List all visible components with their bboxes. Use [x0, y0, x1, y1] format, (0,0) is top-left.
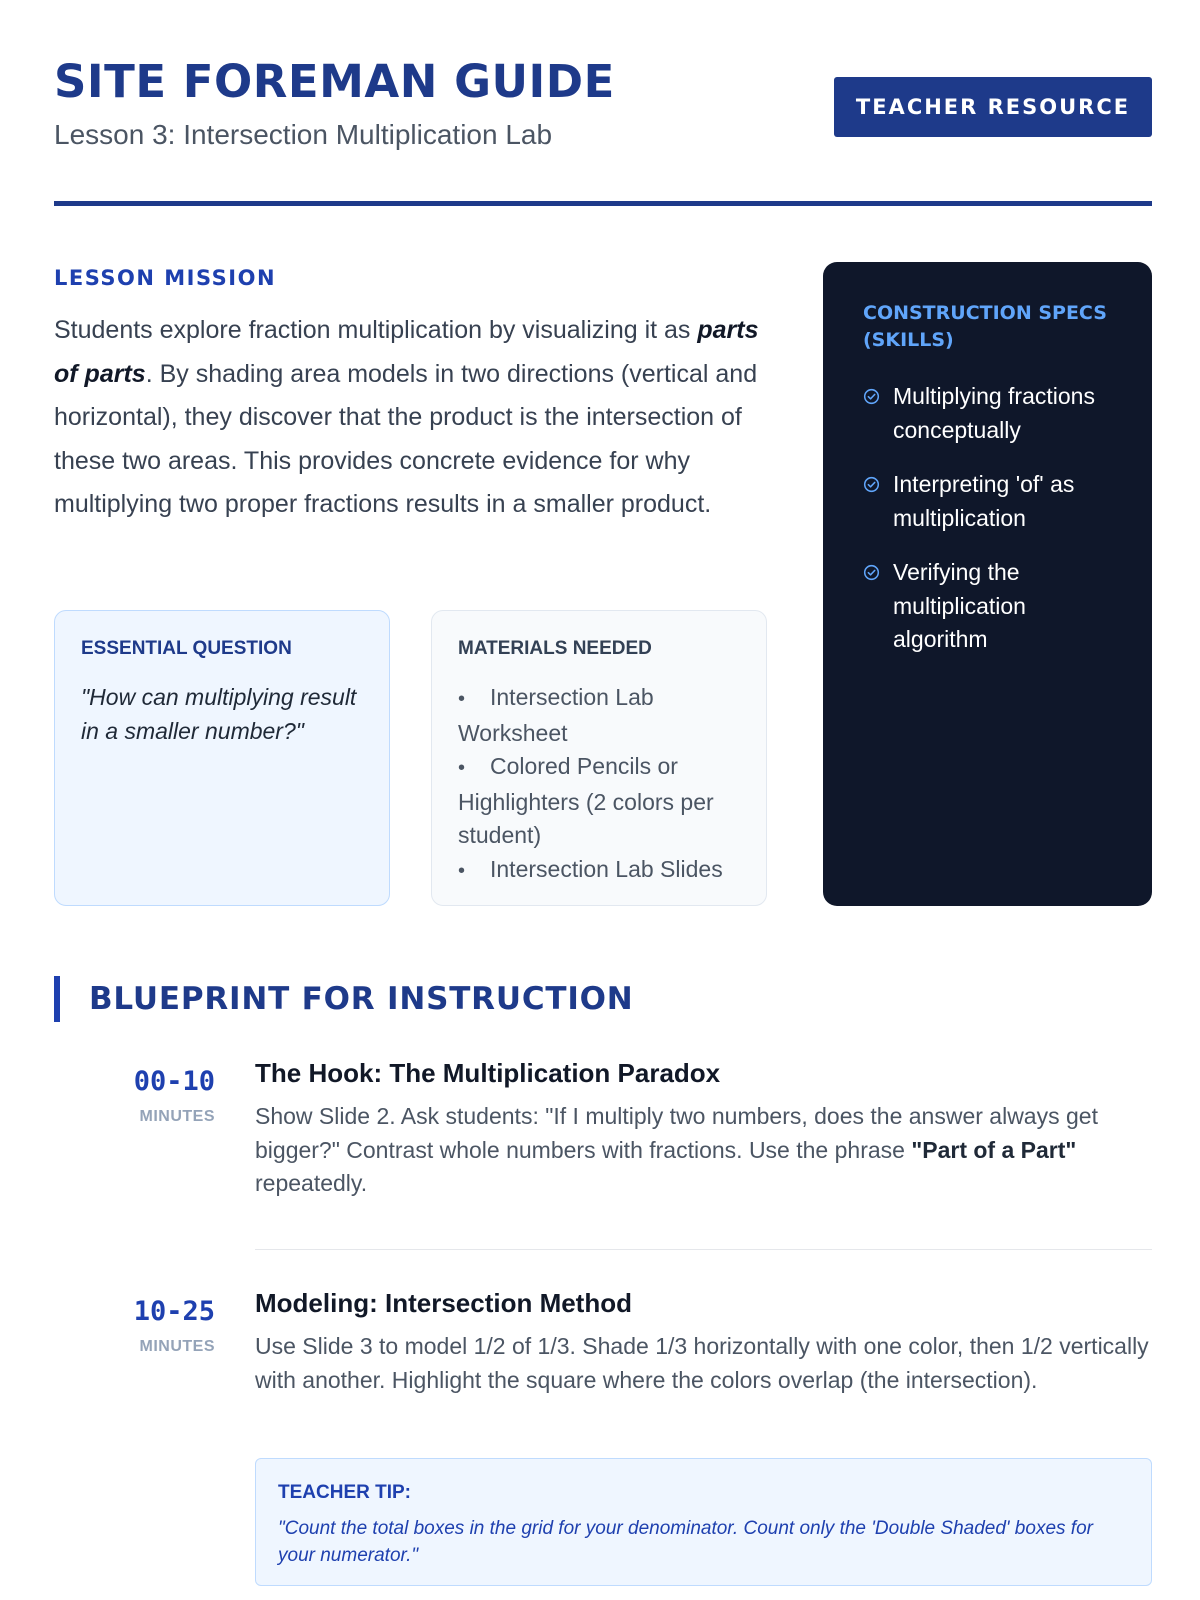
- step-time-unit: MINUTES: [139, 1108, 215, 1125]
- mission-text-part: Students explore fraction multiplication by visualizing it as: [54, 316, 698, 344]
- lesson-mission-heading: LESSON MISSION: [54, 266, 277, 290]
- section-accent-bar: [54, 976, 60, 1022]
- lesson-subtitle: Lesson 3: Intersection Multiplication Lab: [54, 119, 553, 150]
- guide-header: [54, 56, 1152, 206]
- step-description: [255, 1100, 1152, 1201]
- materials-heading: MATERIALS NEEDED: [458, 638, 652, 659]
- step-emphasis: "Part of a Part": [911, 1136, 1077, 1163]
- teacher-tip-text: "Count the total boxes in the grid for your denominator. Count only the 'Double Shaded' boxes for your numerator.": [278, 1518, 1093, 1566]
- check-circle-icon: [863, 388, 880, 405]
- blueprint-heading: BLUEPRINT FOR INSTRUCTION: [89, 981, 634, 1017]
- mission-text-part: . By shading area models in two directions (vertical and horizontal), they discover that the product is the intersection of these two areas. This provides concrete evidence for why multiplying two proper fractions results in a smaller product.: [54, 359, 758, 519]
- essential-question-card: [54, 610, 390, 906]
- check-circle-icon: [863, 564, 880, 581]
- skill-label: Multiplying fractions conceptually: [893, 383, 1095, 443]
- list-item: • Colored Pencils or Highlighters (2 colors per student): [458, 750, 740, 853]
- step-divider: [255, 1249, 1152, 1250]
- step-title: The Hook: The Multiplication Paradox: [255, 1058, 721, 1088]
- skills-list: [863, 380, 1114, 657]
- page-title: SITE FOREMAN GUIDE: [54, 55, 615, 108]
- step-text-part: Show Slide 2. Ask students: "If I multiply two numbers, does the answer always get bigger?" Contrast whole numbers with fractions. Use the phrase: [255, 1103, 1098, 1163]
- teacher-tip-heading: TEACHER TIP:: [278, 1482, 411, 1503]
- skill-label: Interpreting 'of' as multiplication: [893, 471, 1075, 531]
- step-text-part: repeatedly.: [255, 1170, 368, 1196]
- materials-list: [458, 681, 740, 888]
- skill-label: Verifying the multiplication algorithm: [893, 559, 1026, 652]
- list-item: • Intersection Lab Worksheet: [458, 681, 740, 750]
- skill-item: [863, 468, 1114, 535]
- teacher-tip-box: [255, 1458, 1152, 1586]
- step-title: Modeling: Intersection Method: [255, 1288, 632, 1318]
- essential-question-text: "How can multiplying result in a smaller number?": [81, 684, 357, 744]
- lesson-mission-text: [54, 309, 774, 527]
- essential-question-heading: ESSENTIAL QUESTION: [81, 638, 292, 659]
- materials-card: [431, 610, 767, 906]
- step-time-range: 10-25: [133, 1296, 215, 1327]
- list-item: • Intersection Lab Slides: [458, 853, 740, 889]
- lesson-guide-page: [54, 0, 1152, 1600]
- header-divider: [54, 201, 1152, 206]
- step-time-unit: MINUTES: [139, 1338, 215, 1355]
- skill-item: [863, 380, 1114, 447]
- step-time-range: 00-10: [133, 1066, 215, 1097]
- teacher-resource-badge: TEACHER RESOURCE: [834, 77, 1152, 137]
- step-body: [255, 1288, 1152, 1397]
- construction-specs-heading: CONSTRUCTION SPECS (SKILLS): [863, 302, 1107, 351]
- mission-emphasis: parts of parts: [54, 316, 759, 388]
- construction-specs-panel: [823, 262, 1152, 906]
- step-body: [255, 1058, 1152, 1201]
- check-circle-icon: [863, 476, 880, 493]
- step-description: Use Slide 3 to model 1/2 of 1/3. Shade 1/3 horizontally with one color, then 1/2 vertically with another. Highlight the square where the colors overlap (the intersection).: [255, 1333, 1149, 1393]
- skill-item: [863, 556, 1114, 657]
